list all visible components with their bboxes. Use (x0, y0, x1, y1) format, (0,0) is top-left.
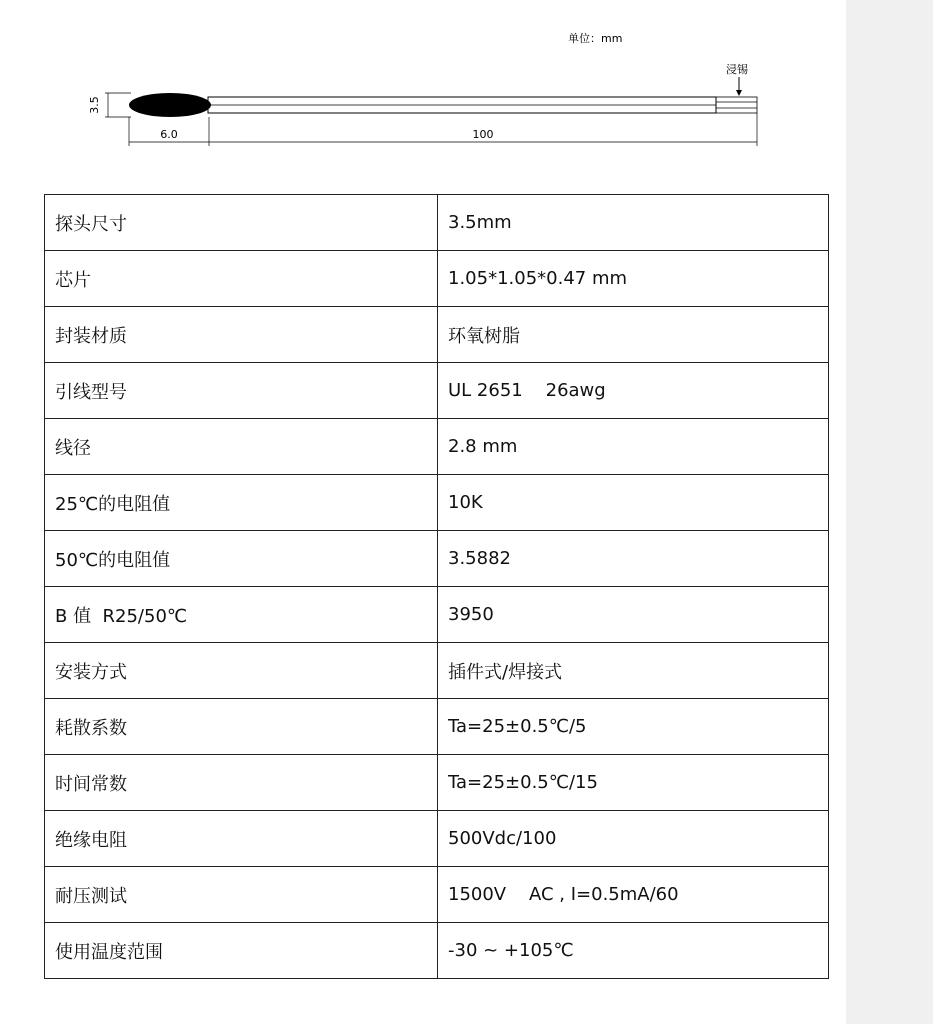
table-row (45, 419, 829, 475)
probe-head (129, 93, 211, 117)
spec-value: 10K (438, 475, 829, 531)
table-row (45, 531, 829, 587)
table-row (45, 475, 829, 531)
spec-name: 探头尺寸 (45, 195, 438, 251)
spec-value: UL 2651 26awg (438, 363, 829, 419)
spec-value: Ta=25±0.5℃/5 (438, 699, 829, 755)
table-row (45, 251, 829, 307)
spec-value: 3950 (438, 587, 829, 643)
spec-value: Ta=25±0.5℃/15 (438, 755, 829, 811)
spec-name: 50℃的电阻值 (45, 531, 438, 587)
table-row (45, 811, 829, 867)
spec-value: -30 ~ +105℃ (438, 923, 829, 979)
thermistor-drawing (0, 0, 846, 175)
table-row (45, 755, 829, 811)
table-row (45, 307, 829, 363)
diameter-label: 3.5 (88, 96, 101, 114)
table-row (45, 587, 829, 643)
spec-name: 时间常数 (45, 755, 438, 811)
spec-name: 25℃的电阻值 (45, 475, 438, 531)
spec-value: 插件式/焊接式 (438, 643, 829, 699)
right-margin-strip (846, 0, 933, 1024)
spec-name: 芯片 (45, 251, 438, 307)
table-row (45, 643, 829, 699)
head-length-label: 6.0 (160, 128, 178, 141)
spec-value: 3.5mm (438, 195, 829, 251)
spec-name: 耐压测试 (45, 867, 438, 923)
spec-value: 1.05*1.05*0.47 mm (438, 251, 829, 307)
spec-value: 2.8 mm (438, 419, 829, 475)
table-row (45, 923, 829, 979)
table-row (45, 867, 829, 923)
table-row (45, 195, 829, 251)
table-row (45, 363, 829, 419)
tin-arrow-icon (736, 90, 742, 96)
spec-name: 耗散系数 (45, 699, 438, 755)
lead-length-label: 100 (472, 128, 494, 141)
spec-name: 安装方式 (45, 643, 438, 699)
spec-value: 3.5882 (438, 531, 829, 587)
table-row (45, 699, 829, 755)
spec-table (44, 194, 829, 979)
spec-value: 环氧树脂 (438, 307, 829, 363)
spec-value: 1500V AC , I=0.5mA/60 (438, 867, 829, 923)
spec-name: 绝缘电阻 (45, 811, 438, 867)
spec-name: B 值 R25/50℃ (45, 587, 438, 643)
spec-name: 引线型号 (45, 363, 438, 419)
tin-label: 浸锡 (726, 63, 748, 76)
tinned-end (716, 97, 757, 113)
spec-name: 线径 (45, 419, 438, 475)
unit-label: 单位：mm (568, 32, 623, 45)
spec-value: 500Vdc/100 (438, 811, 829, 867)
spec-name: 使用温度范围 (45, 923, 438, 979)
spec-name: 封装材质 (45, 307, 438, 363)
